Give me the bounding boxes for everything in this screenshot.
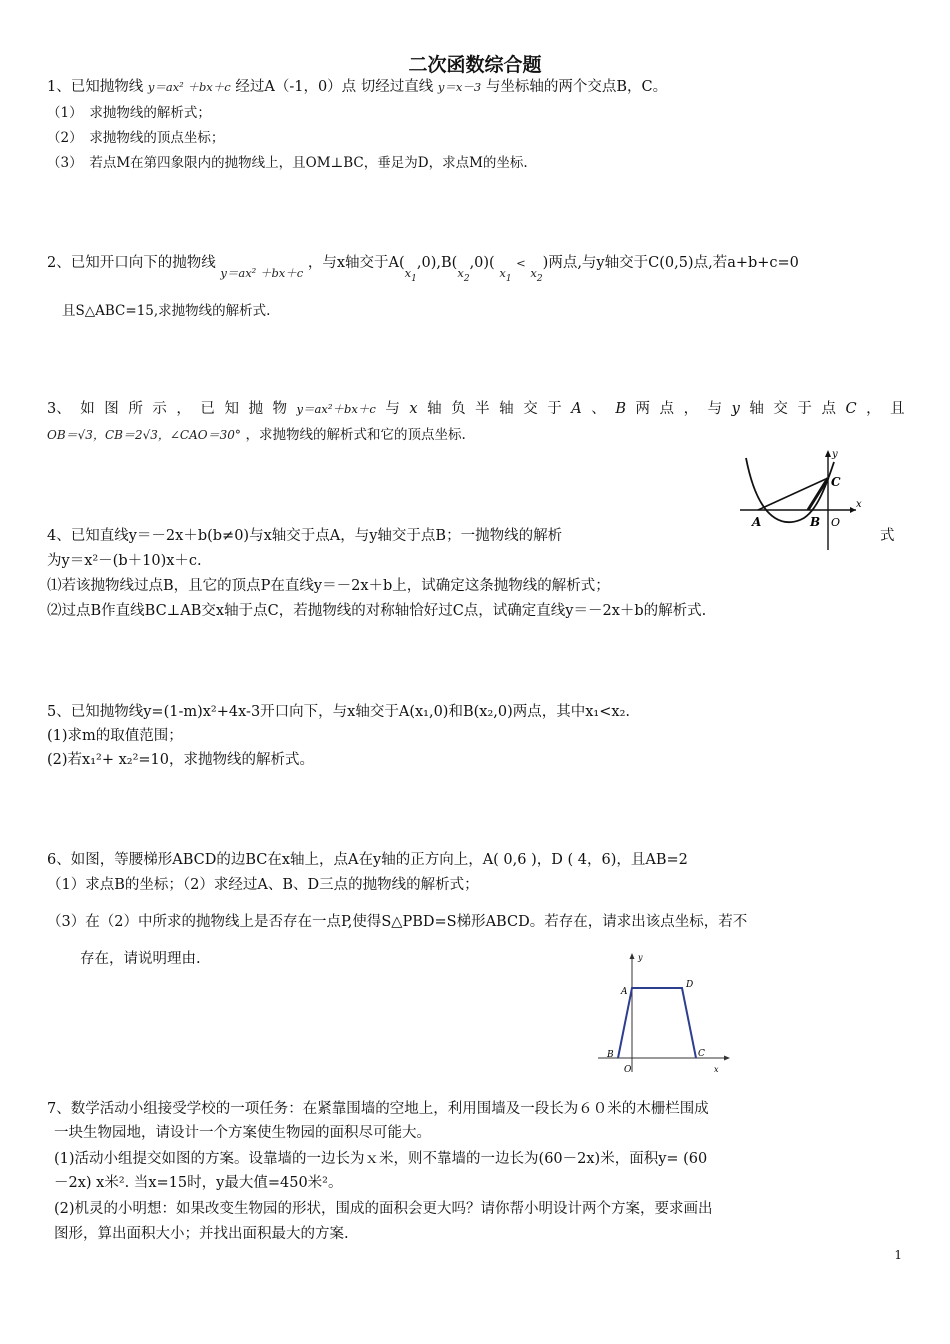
q3-token: 抛 (248, 401, 263, 417)
q1-text-c: 与坐标轴的两个交点B，C。 (485, 79, 668, 95)
q3-token: 轴 (427, 401, 442, 417)
q3-token: y (731, 401, 740, 417)
q2-text-d: ,0)( (469, 255, 495, 271)
q7-line4: －2x) x米². 当x=15时，y最大值=450米²。 (54, 1175, 343, 1191)
q3-token: 知 (224, 401, 239, 417)
q3-token: ， (683, 401, 699, 417)
q3-token: 如 (80, 401, 95, 417)
q1-text-b: 经过A（-1，0）点 切经过直线 (235, 79, 434, 95)
fig2-x-arrow (724, 1056, 730, 1061)
fig1-label-o: O (831, 516, 841, 529)
q2-line2: 且S△ABC=15,求抛物线的解析式. (62, 303, 271, 319)
q2-line1: 2、已知开口向下的抛物线 $_{y=ax^2 +bx+c}$ ，与x轴交于$A(_{x1},0),B(_{x2},0)$( $_{x1}$ < $_{x2}$)两点,与y轴交于C(0,5)点,若a+b+c=0 (47, 255, 799, 284)
q3-formula-conditions: OB＝√3，CB＝2√3，∠CAO＝30° (47, 428, 241, 442)
q3-token: 与 (385, 401, 400, 417)
q2-text-a: 2、已知开口向下的抛物线 (47, 255, 216, 271)
fig2-label-o: O (624, 1065, 632, 1075)
q7-line2: 一块生物园地，请设计一个方案使生物园的面积尽可能大。 (54, 1125, 431, 1141)
q7-line3: (1)活动小组提交如图的方案。设靠墙的一边长为ｘ米，则不靠墙的一边长为(60－2x)米，面积y= (60 (54, 1151, 708, 1167)
q1-part3: （3） 若点M在第四象限内的抛物线上，且OM⊥BC，垂足为D，求点M的坐标. (47, 155, 528, 171)
page-title: 二次函数综合题 (408, 54, 542, 76)
q3-token: 两 (635, 401, 650, 417)
q3-token: C (845, 401, 857, 417)
q4-text-line1: 4、已知直线y＝－2x＋b(b≠0)与x轴交于点A，与y轴交于点B；一抛物线的解析 (47, 528, 563, 544)
q2-x2-ineq: x (530, 266, 537, 280)
q3-token: 已 (200, 401, 215, 417)
q3-token: 3、 (47, 401, 71, 417)
fig1-label-y: y (832, 449, 838, 460)
q4-part2: ⑵过点B作直线BC⊥AB交x轴于点C，若抛物线的对称轴恰好过C点，试确定直线y＝－2x＋b的解析式. (47, 603, 707, 619)
fig1-label-x: x (856, 499, 862, 510)
q3-token: 所 (128, 401, 143, 417)
q1-part1: （1） 求抛物线的解析式； (47, 105, 211, 121)
q7-line6: 图形，算出面积大小；并找出面积最大的方案. (54, 1226, 349, 1242)
q5-part2: (2)若x₁²+ x₂²=10，求抛物线的解析式。 (47, 752, 315, 768)
q2-less-than: < (516, 256, 526, 270)
fig2-label-a: A (621, 987, 628, 997)
figure-parabola (738, 448, 868, 552)
q1-part2: （2） 求抛物线的顶点坐标； (47, 130, 225, 146)
q6-line4: 存在，请说明理由. (80, 951, 201, 967)
q3-token: 交 (773, 401, 788, 417)
q5-line1: 5、已知抛物线y=(1-m)x²+4x-3开口向下，与x轴交于A(x₁,0)和B(x₂,0)两点，其中x₁<x₂. (47, 704, 630, 720)
q6-line2: （1）求点B的坐标；（2）求经过A、B、D三点的抛物线的解析式； (47, 877, 479, 893)
q1-formula-line: y＝x－3 (437, 80, 482, 94)
q4-line1 (47, 527, 562, 545)
q6-line1: 6、如图，等腰梯形ABCD的边BC在x轴上，点A在y轴的正方向上，A( 0,6 )，D ( 4，6)，且AB=2 (47, 852, 688, 868)
q3-token: 图 (104, 401, 119, 417)
fig2-label-x: x (714, 1065, 719, 1074)
q7-line1: 7、数学活动小组接受学校的一项任务：在紧靠围墙的空地上，利用围墙及一段长为６０米的木栅栏围成 (47, 1101, 709, 1117)
q3-token: 轴 (749, 401, 764, 417)
q3-text-tail: ，求抛物线的解析式和它的顶点坐标. (245, 427, 466, 443)
q3-token: 于 (547, 401, 562, 417)
q3-token: ， (176, 401, 191, 417)
q3-token: 轴 (499, 401, 514, 417)
q2-text-b: ，与x轴交于A( (307, 255, 405, 271)
q3-token: 于 (797, 401, 812, 417)
q2-x2: x (457, 266, 464, 280)
q4-line2: 为y＝x²－(b＋10)x＋c. (47, 553, 202, 569)
q3-token: x (409, 401, 418, 417)
q3-token: 交 (523, 401, 538, 417)
fig1-label-b: B (810, 515, 821, 529)
q3-token: ， (866, 401, 881, 417)
q3-line2 (47, 426, 466, 444)
q7-line5: (2)机灵的小明想：如果改变生物园的形状，围成的面积会更大吗？请你帮小明设计两个方案，要求画出 (54, 1201, 713, 1217)
q3-token: 、 (591, 401, 606, 417)
q3-token: 与 (707, 401, 723, 417)
q3-token: 物 (272, 401, 288, 417)
q2-x1-ineq: x (499, 266, 506, 280)
figure-trapezoid (594, 950, 734, 1080)
q3-token: 半 (475, 401, 490, 417)
q3-token: A (571, 401, 582, 417)
page-number: 1 (894, 1248, 902, 1262)
q2-x1: x (404, 266, 412, 280)
fig2-label-b: B (607, 1050, 614, 1060)
q3-line1 (47, 400, 905, 418)
fig2-trapezoid-abcd (618, 988, 696, 1058)
q3-token: y＝ax²＋bx＋c (296, 402, 376, 416)
fig2-label-d: D (686, 980, 694, 990)
q4-part1: ⑴若该抛物线过点B，且它的顶点P在直线y＝－2x＋b上，试确定这条抛物线的解析式； (47, 578, 610, 594)
q6-line3: （3）在（2）中所求的抛物线上是否存在一点P,使得S△PBD=S梯形ABCD。若存在，请求出该点坐标，若不 (47, 914, 748, 930)
q2-text-e: )两点,与y轴交于C(0,5)点,若a+b+c=0 (542, 255, 799, 271)
q1-line1 (47, 78, 667, 96)
q2-text-c: ,0),B( (416, 255, 458, 271)
q5-part1: (1)求m的取值范围； (47, 728, 183, 744)
fig1-label-c: C (831, 475, 841, 489)
q1-formula-parabola: y＝ax² ＋bx＋c (147, 80, 231, 94)
q3-token: B (615, 401, 626, 417)
q3-token: 且 (890, 401, 905, 417)
fig2-label-c: C (698, 1049, 705, 1059)
q3-token: 点 (659, 401, 675, 417)
q3-token: 负 (451, 401, 466, 417)
q3-token: 点 (821, 401, 836, 417)
q4-line1-end: 式 (880, 528, 895, 544)
fig1-y-arrow (825, 450, 831, 457)
q3-token: 示 (152, 401, 167, 417)
fig1-label-a: A (752, 515, 762, 529)
fig2-y-arrow (630, 953, 635, 959)
q2-formula-parabola: y＝ax² ＋bx＋c (220, 266, 304, 280)
fig2-label-y: y (638, 953, 643, 962)
q3-justified-line (47, 400, 905, 418)
q1-text-a: 1、已知抛物线 (47, 79, 144, 95)
